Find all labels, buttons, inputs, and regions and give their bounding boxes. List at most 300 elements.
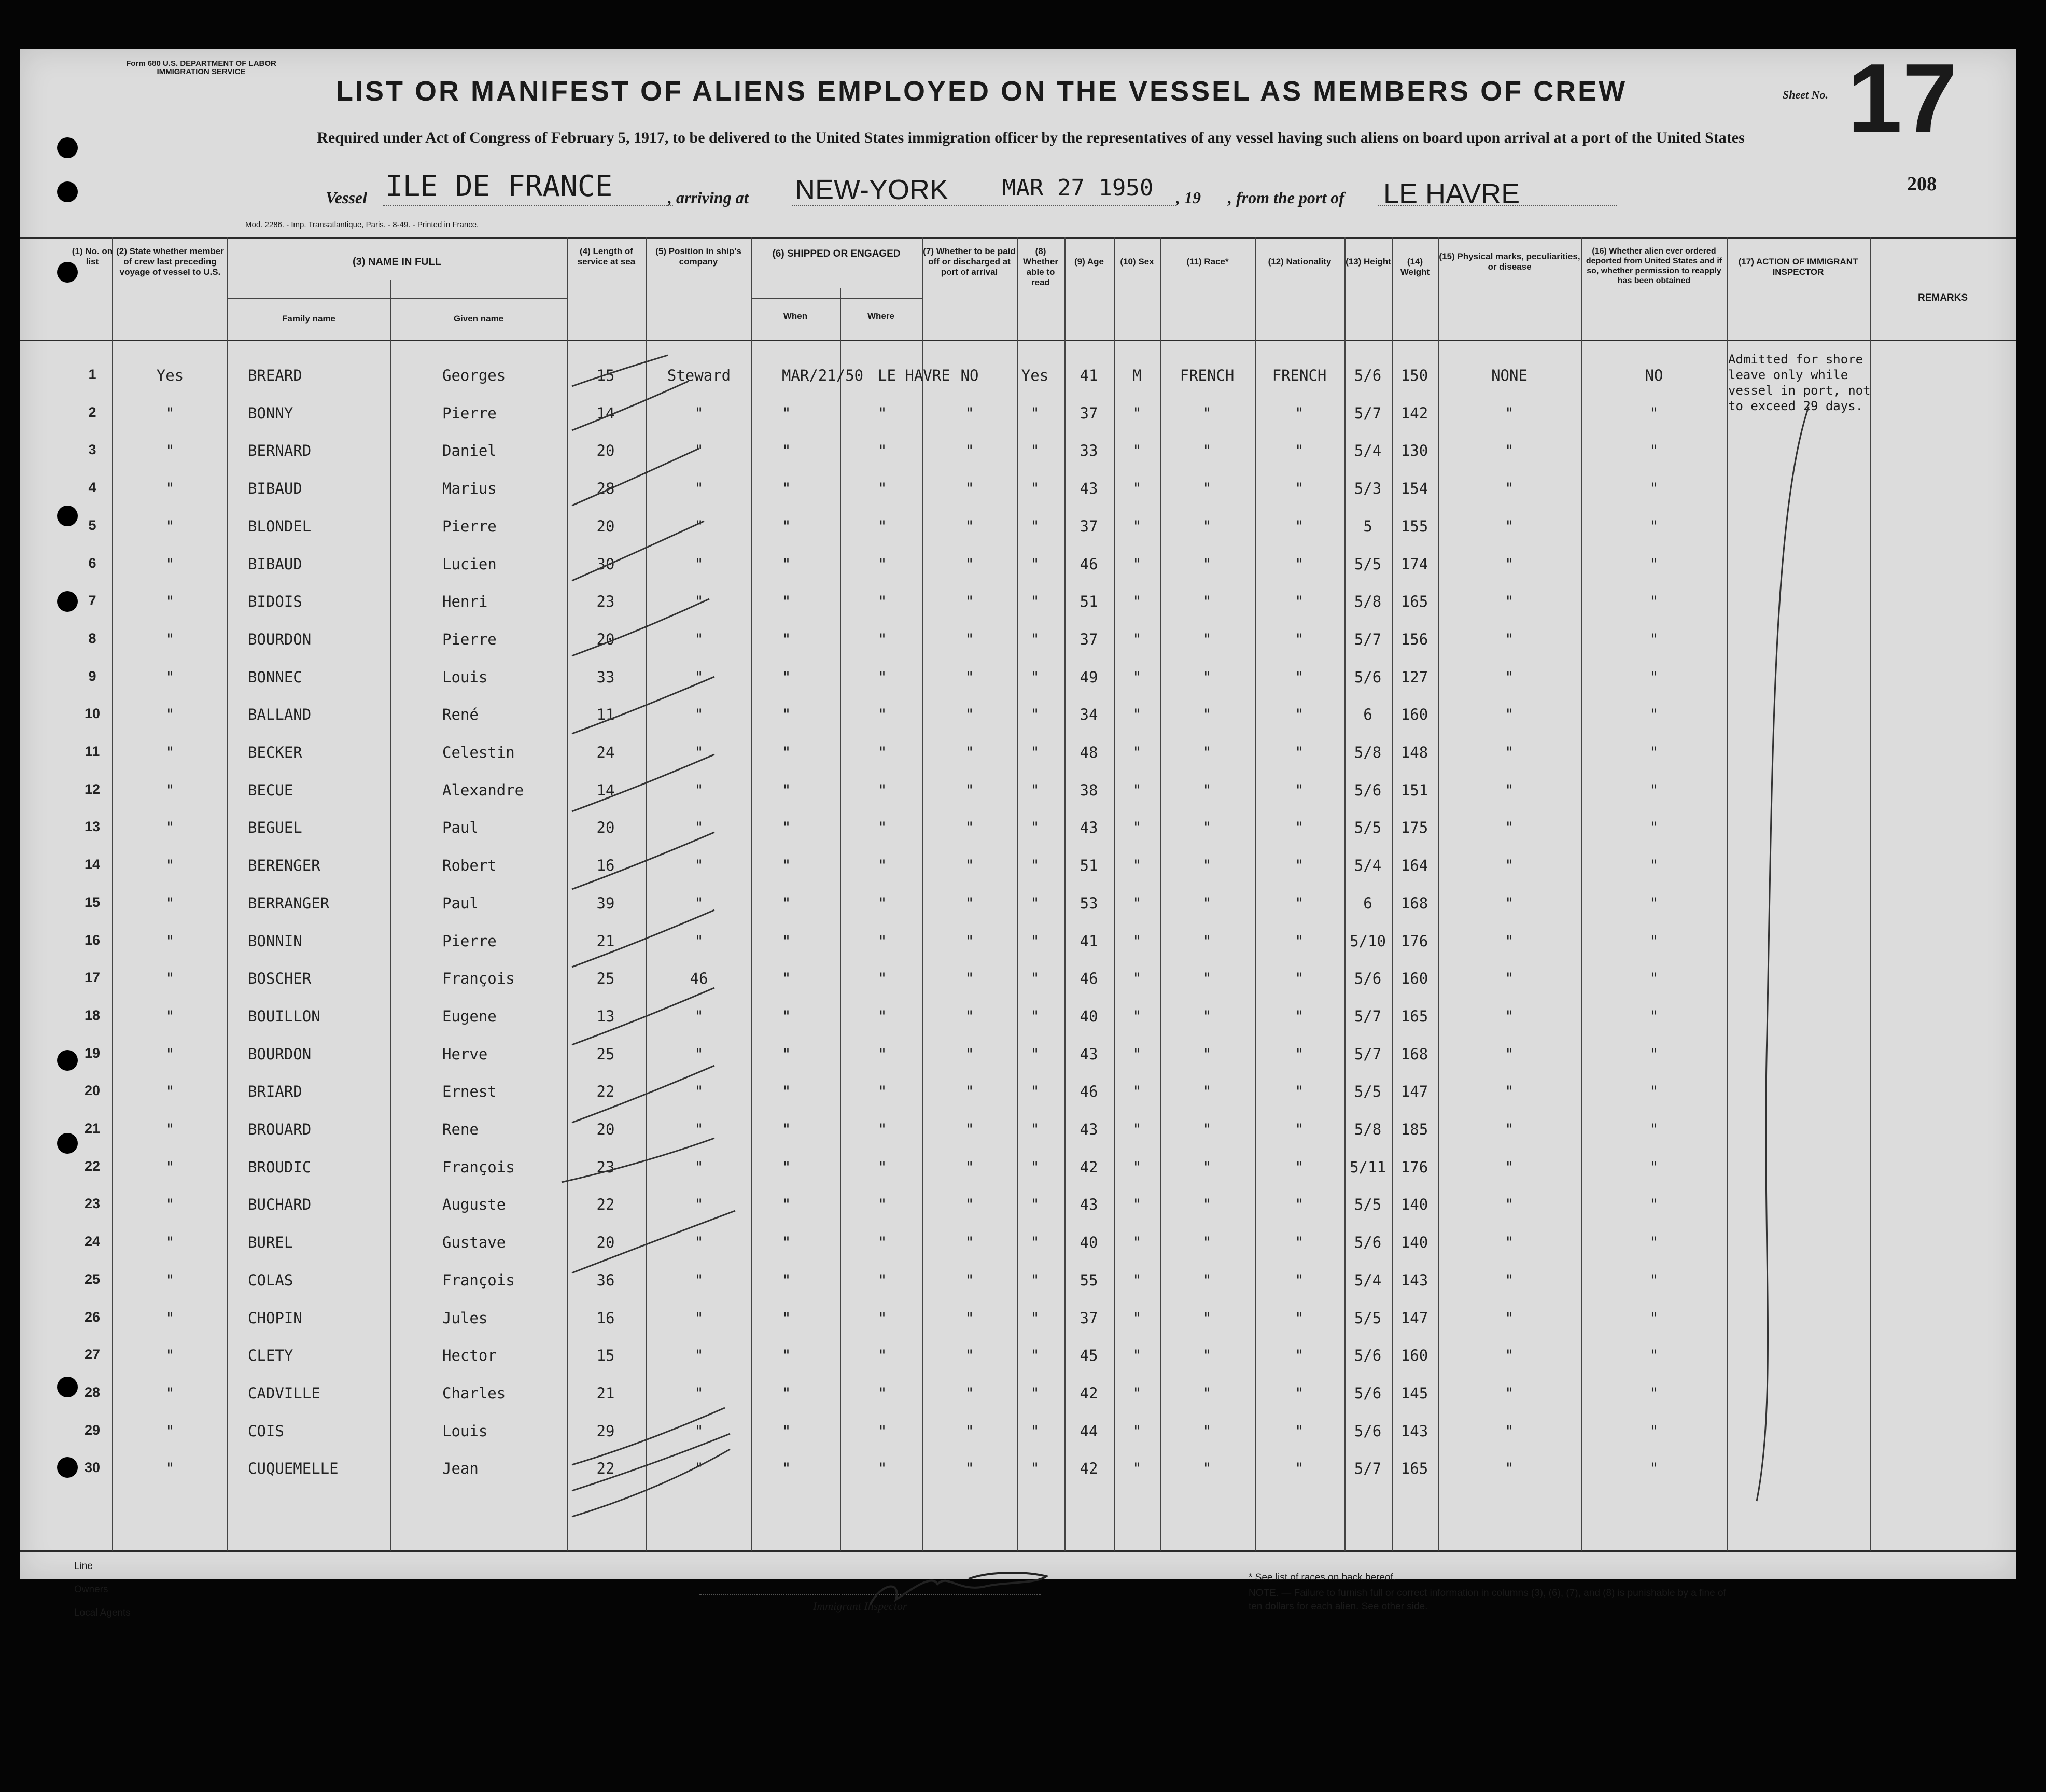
cell-sex: " [1132,442,1142,460]
arriving-label: , arriving at [668,188,749,207]
cell-paid: " [965,593,974,611]
cell-deported: " [1649,1121,1659,1138]
cell-paid: " [965,970,974,988]
cell-nat: " [1295,668,1304,686]
cell-sex: " [1132,555,1142,573]
cell-read: " [1030,1234,1040,1252]
cell-nat: " [1295,932,1304,950]
cell-paid: " [965,819,974,837]
cell-weight: 147 [1400,1083,1428,1101]
cell-sex: " [1132,1083,1142,1101]
cell-prev: " [165,668,175,686]
binder-hole [57,1050,78,1071]
cell-weight: 151 [1400,781,1428,799]
cell-weight: 127 [1400,668,1428,686]
cell-given: Herve [442,1045,488,1063]
cell-height: 5/10 [1350,932,1386,950]
cell-sex: " [1132,932,1142,950]
cell-paid: " [965,1271,974,1289]
check-mark [572,381,689,430]
cell-sex: " [1132,1384,1142,1402]
cell-weight: 168 [1400,1045,1428,1063]
cell-given: Louis [442,1422,488,1440]
cell-family: CLETY [248,1347,293,1365]
cell-position: " [694,1309,704,1327]
cell-paid: " [965,630,974,648]
cell-prev: " [165,517,175,535]
cell-sex: " [1132,857,1142,875]
cell-nat: " [1295,404,1304,422]
cell-race: " [1202,706,1212,724]
cell-height: 6 [1363,894,1372,912]
cell-no: 28 [84,1384,101,1400]
cell-paid: " [965,1083,974,1101]
cell-sex: " [1132,1007,1142,1025]
cell-read: " [1030,442,1040,460]
cell-no: 9 [88,668,96,684]
cell-where: " [878,1460,887,1478]
cell-age: 42 [1080,1460,1098,1478]
cell-read: " [1030,1384,1040,1402]
cell-read: " [1030,781,1040,799]
cell-service: 23 [596,593,615,611]
cell-age: 43 [1080,480,1098,498]
cell-deported: " [1649,404,1659,422]
races-note: * See list of races on back hereof. [1249,1572,1396,1583]
cell-service: 25 [596,1045,615,1063]
cell-prev: " [165,781,175,799]
cell-marks: " [1505,404,1514,422]
cell-age: 37 [1080,404,1098,422]
cell-given: Jean [442,1460,479,1478]
check-mark [572,1066,714,1123]
cell-service: 28 [596,480,615,498]
cell-height: 6 [1363,706,1372,724]
cell-nat: " [1295,517,1304,535]
cell-race: " [1202,1271,1212,1289]
cell-prev: " [165,404,175,422]
header-height: (13) Height [1346,257,1391,267]
cell-height: 5/8 [1354,1121,1382,1138]
cell-weight: 147 [1400,1309,1428,1327]
cell-position: " [694,1196,704,1214]
arrival-date: MAR 27 1950 [1002,175,1154,201]
cell-marks: " [1505,1309,1514,1327]
cell-service: 30 [596,555,615,573]
cell-position: " [694,555,704,573]
cell-sex: M [1132,367,1142,384]
cell-when: " [782,1158,791,1176]
binder-hole [57,1133,78,1154]
cell-height: 5/7 [1354,404,1382,422]
check-mark [572,1211,735,1273]
cell-where: " [878,857,887,875]
cell-prev: " [165,1384,175,1402]
cell-no: 1 [88,367,96,382]
cell-given: François [442,1271,515,1289]
cell-nat: " [1295,894,1304,912]
cell-no: 20 [84,1083,101,1099]
cell-race: " [1202,1196,1212,1214]
check-mark [572,1408,725,1465]
cell-when: " [782,1271,791,1289]
cell-when: " [782,932,791,950]
cell-read: " [1030,1007,1040,1025]
cell-position: " [694,781,704,799]
cell-family: BROUARD [248,1121,312,1138]
cell-where: " [878,1083,887,1101]
cell-given: Auguste [442,1196,506,1214]
cell-weight: 156 [1400,630,1428,648]
cell-weight: 175 [1400,819,1428,837]
cell-when: " [782,555,791,573]
cell-position: Steward [667,367,731,384]
cell-where: " [878,894,887,912]
cell-service: 33 [596,668,615,686]
cell-deported: " [1649,517,1659,535]
cell-nat: " [1295,1045,1304,1063]
cell-race: " [1202,1460,1212,1478]
cell-age: 46 [1080,970,1098,988]
cell-when: " [782,630,791,648]
cell-prev: " [165,932,175,950]
cell-given: Pierre [442,630,497,648]
cell-nat: FRENCH [1272,367,1327,384]
cell-when: " [782,706,791,724]
cell-height: 5/3 [1354,480,1382,498]
cell-weight: 176 [1400,932,1428,950]
cell-no: 27 [84,1347,101,1363]
cell-prev: " [165,1347,175,1365]
cell-family: CHOPIN [248,1309,302,1327]
cell-marks: " [1505,555,1514,573]
check-mark [572,355,668,386]
cell-given: Henri [442,593,488,611]
cell-age: 43 [1080,1196,1098,1214]
cell-race: " [1202,1422,1212,1440]
cell-race: " [1202,1083,1212,1101]
cell-position: " [694,593,704,611]
cell-marks: " [1505,1007,1514,1025]
cell-when: " [782,1460,791,1478]
cell-no: 8 [88,630,96,646]
cell-where: " [878,781,887,799]
cell-where: " [878,1384,887,1402]
cell-given: Rene [442,1121,479,1138]
binder-hole [57,181,78,202]
cell-sex: " [1132,1158,1142,1176]
cell-read: " [1030,1309,1040,1327]
cell-family: BONNIN [248,932,302,950]
cell-when: MAR/21/50 [782,367,864,384]
cell-when: " [782,404,791,422]
cell-marks: " [1505,819,1514,837]
cell-deported: " [1649,1460,1659,1478]
cell-nat: " [1295,1234,1304,1252]
cell-family: BOURDON [248,1045,312,1063]
cell-family: BREARD [248,367,302,384]
cell-weight: 143 [1400,1422,1428,1440]
cell-prev: Yes [156,367,184,384]
cell-age: 37 [1080,630,1098,648]
cell-nat: " [1295,781,1304,799]
cell-paid: " [965,706,974,724]
check-mark [572,449,699,506]
cell-age: 37 [1080,1309,1098,1327]
cell-weight: 185 [1400,1121,1428,1138]
cell-read: " [1030,932,1040,950]
footer-owners-label: Owners [74,1584,108,1595]
cell-height: 5/7 [1354,1045,1382,1063]
cell-weight: 154 [1400,480,1428,498]
cell-where: " [878,1347,887,1365]
cell-family: BUREL [248,1234,293,1252]
footer-line-label: Line [74,1561,93,1572]
cell-family: BOURDON [248,630,312,648]
cell-age: 44 [1080,1422,1098,1440]
cell-service: 20 [596,442,615,460]
cell-age: 46 [1080,555,1098,573]
cell-deported: " [1649,1083,1659,1101]
cell-weight: 164 [1400,857,1428,875]
cell-nat: " [1295,819,1304,837]
cell-position: " [694,1158,704,1176]
cell-given: Robert [442,857,497,875]
cell-prev: " [165,1196,175,1214]
cell-service: 22 [596,1083,615,1101]
cell-no: 16 [84,932,101,948]
cell-age: 53 [1080,894,1098,912]
cell-race: " [1202,1309,1212,1327]
cell-age: 41 [1080,367,1098,384]
cell-weight: 176 [1400,1158,1428,1176]
cell-position: " [694,1083,704,1101]
cell-family: BUCHARD [248,1196,312,1214]
cell-given: Jules [442,1309,488,1327]
cell-race: " [1202,1007,1212,1025]
cell-read: " [1030,555,1040,573]
cell-given: Charles [442,1384,506,1402]
cell-paid: " [965,1234,974,1252]
cell-race: " [1202,1121,1212,1138]
cell-nat: " [1295,1271,1304,1289]
cell-marks: " [1505,1121,1514,1138]
cell-paid: " [965,1422,974,1440]
cell-family: BRIARD [248,1083,302,1101]
departure-port: LE HAVRE [1383,178,1520,209]
binder-hole [57,506,78,526]
cell-paid: NO [960,367,979,384]
cell-age: 33 [1080,442,1098,460]
header-physical-marks: (15) Physical marks, peculiarities, or disease [1439,251,1580,272]
cell-deported: " [1649,1422,1659,1440]
cell-position: " [694,1271,704,1289]
cell-race: " [1202,555,1212,573]
cell-paid: " [965,1007,974,1025]
cell-when: " [782,480,791,498]
cell-height: 5/4 [1354,1271,1382,1289]
cell-paid: " [965,404,974,422]
cell-position: " [694,932,704,950]
cell-height: 5/6 [1354,1234,1382,1252]
page-title: LIST OR MANIFEST OF ALIENS EMPLOYED ON THE VESSEL AS MEMBERS OF CREW [336,76,1628,107]
cell-age: 43 [1080,1121,1098,1138]
cell-read: " [1030,894,1040,912]
cell-read: " [1030,404,1040,422]
cell-read: " [1030,706,1040,724]
cell-position: " [694,744,704,761]
cell-nat: " [1295,706,1304,724]
cell-read: " [1030,517,1040,535]
cell-nat: " [1295,1007,1304,1025]
check-mark [572,599,709,656]
cell-family: BONNY [248,404,293,422]
cell-nat: " [1295,744,1304,761]
cell-sex: " [1132,1196,1142,1214]
header-sex: (10) Sex [1120,257,1154,267]
cell-paid: " [965,555,974,573]
check-mark [572,754,714,811]
cell-given: Georges [442,367,506,384]
inspector-signature [870,1573,1046,1605]
cell-where: " [878,555,887,573]
cell-where: " [878,1007,887,1025]
cell-given: Pierre [442,517,497,535]
cell-deported: " [1649,630,1659,648]
cell-no: 3 [88,442,96,458]
cell-prev: " [165,442,175,460]
check-mark [572,677,714,734]
cell-family: COIS [248,1422,284,1440]
header-family-name: Family name [282,314,335,324]
from-label: , from the port of [1228,188,1344,207]
cell-weight: 143 [1400,1271,1428,1289]
cell-nat: " [1295,1158,1304,1176]
cell-deported: " [1649,970,1659,988]
cell-weight: 140 [1400,1234,1428,1252]
cell-prev: " [165,819,175,837]
cell-service: 22 [596,1460,615,1478]
cell-no: 11 [85,744,100,759]
cell-service: 15 [596,1347,615,1365]
cell-age: 43 [1080,1045,1098,1063]
cell-where: " [878,1045,887,1063]
cell-age: 40 [1080,1234,1098,1252]
cell-race: FRENCH [1180,367,1235,384]
cell-given: François [442,1158,515,1176]
cell-read: " [1030,970,1040,988]
cell-when: " [782,1347,791,1365]
cell-service: 24 [596,744,615,761]
cell-height: 5/5 [1354,1083,1382,1101]
cell-prev: " [165,630,175,648]
cell-service: 22 [596,1196,615,1214]
cell-service: 36 [596,1271,615,1289]
cell-read: " [1030,744,1040,761]
cell-race: " [1202,1384,1212,1402]
cell-race: " [1202,970,1212,988]
cell-family: BONNEC [248,668,302,686]
cell-height: 5/6 [1354,781,1382,799]
cell-read: " [1030,1347,1040,1365]
cell-marks: " [1505,781,1514,799]
cell-weight: 150 [1400,367,1428,384]
cell-position: " [694,630,704,648]
cell-nat: " [1295,630,1304,648]
cell-no: 24 [84,1234,101,1250]
cell-family: BEGUEL [248,819,302,837]
cell-height: 5/5 [1354,819,1382,837]
cell-no: 7 [88,593,96,609]
cell-nat: " [1295,857,1304,875]
cell-weight: 145 [1400,1384,1428,1402]
cell-where: " [878,593,887,611]
cell-deported: " [1649,706,1659,724]
cell-marks: " [1505,1460,1514,1478]
header-no: (1) No. on list [72,246,113,267]
cell-family: BECKER [248,744,302,761]
cell-marks: " [1505,1083,1514,1101]
cell-prev: " [165,744,175,761]
cell-marks: NONE [1491,367,1528,384]
header-remarks: REMARKS [1917,292,1968,303]
cell-race: " [1202,404,1212,422]
cell-prev: " [165,970,175,988]
cell-when: " [782,970,791,988]
binder-hole [57,1457,78,1478]
cell-height: 5/5 [1354,1196,1382,1214]
check-mark [572,988,714,1045]
cell-where: " [878,480,887,498]
cell-race: " [1202,517,1212,535]
header-where: Where [867,311,894,321]
cell-given: Ernest [442,1083,497,1101]
cell-when: " [782,1045,791,1063]
cell-nat: " [1295,970,1304,988]
cell-age: 42 [1080,1158,1098,1176]
cell-no: 12 [84,781,101,797]
cell-no: 15 [84,894,101,910]
cell-given: Louis [442,668,488,686]
cell-no: 23 [84,1196,101,1212]
check-mark [572,910,714,967]
cell-paid: " [965,1460,974,1478]
cell-position: " [694,819,704,837]
cell-sex: " [1132,1309,1142,1327]
cell-nat: " [1295,1083,1304,1101]
cell-marks: " [1505,442,1514,460]
cell-given: Daniel [442,442,497,460]
cell-marks: " [1505,668,1514,686]
cell-marks: " [1505,517,1514,535]
cell-sex: " [1132,517,1142,535]
inspector-ditto-line [1757,407,1809,1501]
cell-read: " [1030,480,1040,498]
cell-sex: " [1132,1045,1142,1063]
cell-deported: " [1649,1384,1659,1402]
cell-race: " [1202,1234,1212,1252]
cell-given: Eugene [442,1007,497,1025]
cell-nat: " [1295,1196,1304,1214]
cell-race: " [1202,442,1212,460]
cell-marks: " [1505,1234,1514,1252]
check-mark [572,521,704,581]
cell-height: 5/7 [1354,630,1382,648]
cell-sex: " [1132,1271,1142,1289]
cell-deported: " [1649,857,1659,875]
cell-sex: " [1132,970,1142,988]
cell-age: 51 [1080,593,1098,611]
